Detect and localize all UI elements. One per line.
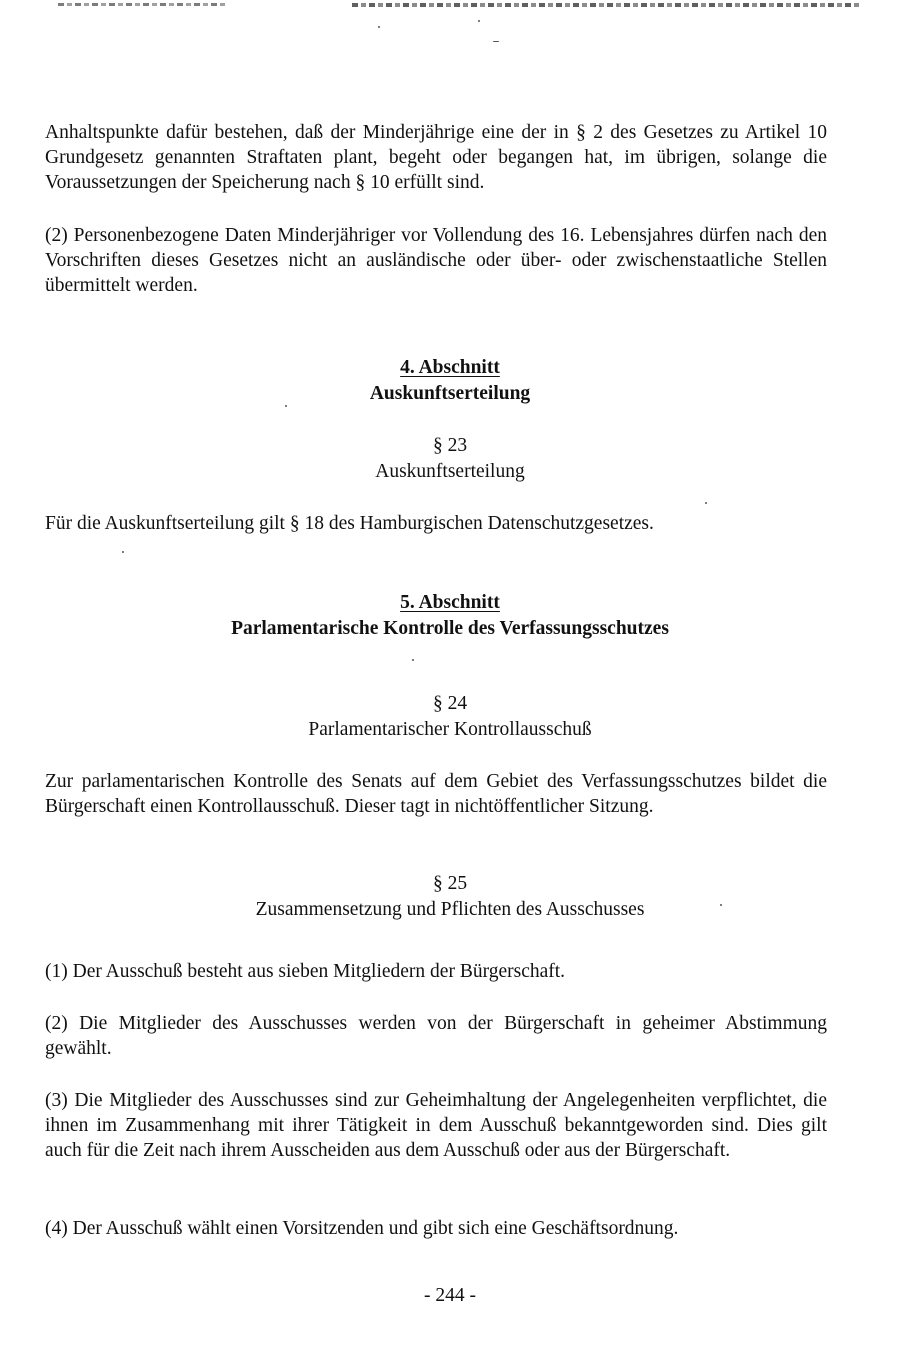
- chapter-4-number: 4. Abschnitt: [400, 357, 500, 378]
- section-24-number: § 24: [432, 693, 468, 714]
- section-24-title: Parlamentarischer Kontrollausschuß: [308, 719, 592, 740]
- scan-edge-artifact: [352, 3, 860, 7]
- chapter-4-title: Auskunftserteilung: [369, 383, 531, 404]
- section-25-paragraph-1: (1) Der Ausschuß besteht aus sieben Mitgliedern der Bürgerschaft.: [45, 961, 566, 982]
- scan-speck: [493, 41, 499, 42]
- scan-edge-artifact: [58, 3, 228, 6]
- section-25-paragraph-4: (4) Der Ausschuß wählt einen Vorsitzenden und gibt sich eine Geschäftsordnung.: [45, 1218, 679, 1239]
- scan-speck: [378, 26, 380, 28]
- section-25-title: Zusammensetzung und Pflichten des Ausschusses: [255, 899, 645, 920]
- scan-speck: [122, 551, 124, 553]
- section-23-text: Für die Auskunftserteilung gilt § 18 des Hamburgischen Datenschutzgesetzes.: [45, 513, 654, 534]
- paragraph-section-22-2: (2) Personenbezogene Daten Minderjähriger vor Vollendung des 16. Lebensjahres dürfen nach den Vorschriften dieses Gesetzes nicht an ausländische oder über- oder zwischenstaatliche Stellen übermittelt werden.: [45, 225, 827, 296]
- chapter-5-number: 5. Abschnitt: [400, 592, 500, 613]
- paragraph-continuation: Anhaltspunkte dafür bestehen, daß der Minderjährige eine der in § 2 des Gesetzes zu Artikel 10 Grundgesetz genannten Straftaten plant, begeht oder begangen hat, im übrigen, solange die Voraussetzungen der Speicherung nach § 10 erfüllt sind.: [45, 122, 827, 193]
- chapter-5-title: Parlamentarische Kontrolle des Verfassungsschutzes: [231, 618, 669, 639]
- scan-speck: [705, 502, 707, 504]
- section-25-paragraph-3: (3) Die Mitglieder des Ausschusses sind zur Geheimhaltung der Angelegenheiten verpflichtet, die ihnen im Zusammenhang mit ihrer Tätigkeit in dem Ausschuß bekanntgeworden sind. Dies gilt auch für die Zeit nach ihrem Ausscheiden aus dem Ausschuß oder aus der Bürgerschaft.: [45, 1090, 827, 1161]
- section-23-title: Auskunftserteilung: [375, 461, 525, 482]
- section-25-paragraph-2: (2) Die Mitglieder des Ausschusses werden von der Bürgerschaft in geheimer Abstimmung gewählt.: [45, 1013, 827, 1059]
- page-number: - 244 -: [424, 1285, 476, 1306]
- section-25-number: § 25: [432, 873, 468, 894]
- section-24-text: Zur parlamentarischen Kontrolle des Senats auf dem Gebiet des Verfassungsschutzes bildet die Bürgerschaft einen Kontrollausschuß. Dieser tagt in nichtöffentlicher Sitzung.: [45, 771, 827, 817]
- section-23-number: § 23: [432, 435, 468, 456]
- scan-speck: [412, 659, 414, 661]
- scan-speck: [478, 20, 480, 22]
